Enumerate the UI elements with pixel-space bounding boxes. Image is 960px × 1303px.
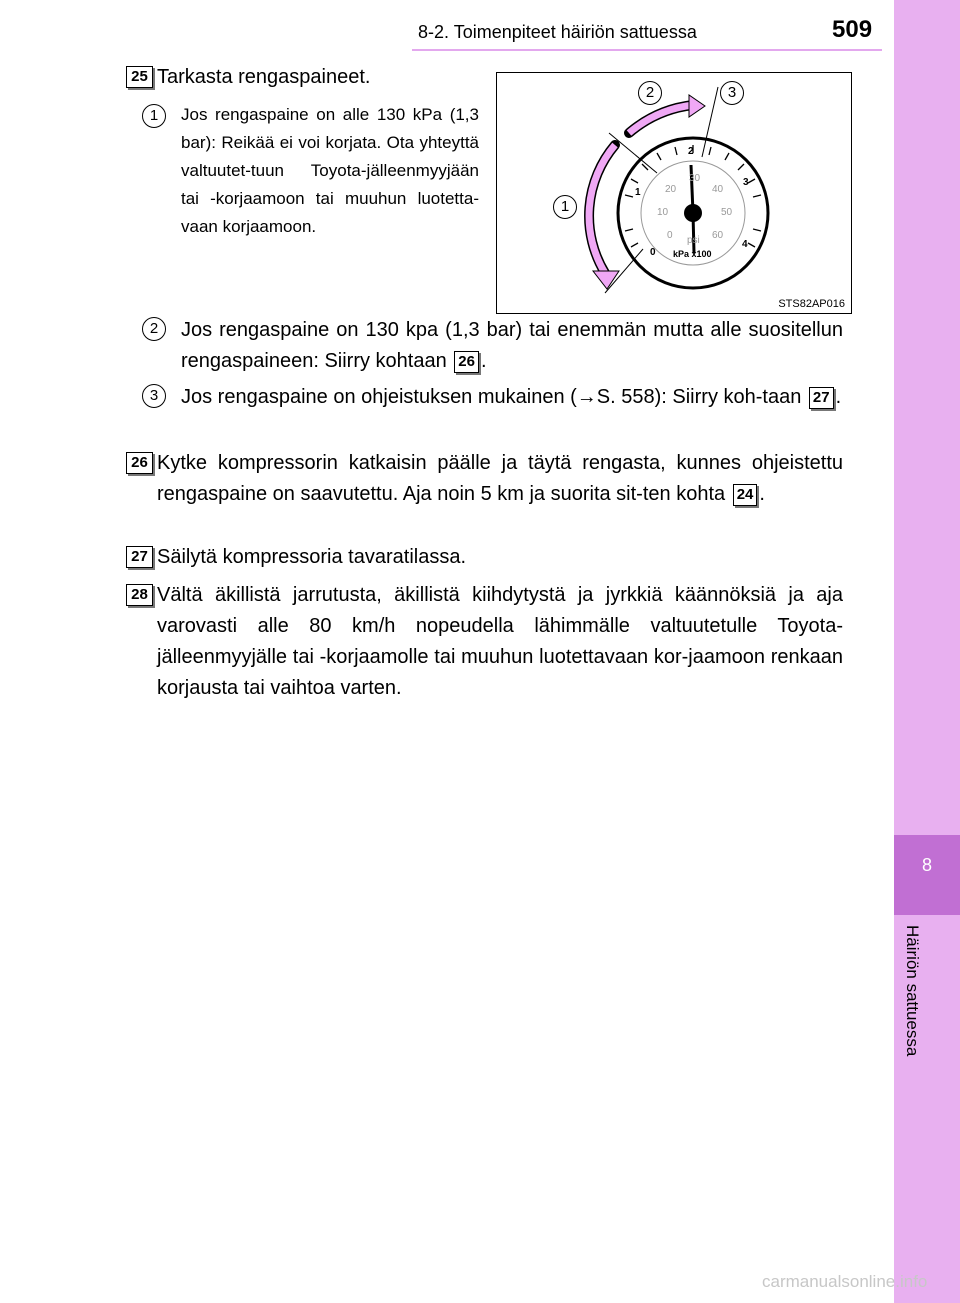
unit-psi: psi — [687, 235, 700, 246]
inner-scale-60: 60 — [712, 230, 724, 241]
inner-scale-40: 40 — [712, 184, 724, 195]
header-divider — [412, 49, 882, 51]
pressure-gauge-figure — [496, 72, 852, 314]
outer-scale-2: 2 — [688, 146, 694, 157]
step-ref-27[interactable]: 27 — [809, 387, 834, 409]
figure-code: STS82AP016 — [778, 298, 845, 310]
page-number: 509 — [832, 16, 873, 43]
substep-number-3: 3 — [142, 384, 166, 408]
inner-scale-30: 30 — [689, 173, 701, 184]
figure-callout-1: 1 — [553, 195, 577, 219]
outer-scale-3: 3 — [743, 177, 749, 188]
substep-2-text: Jos rengaspaine on 130 kpa (1,3 bar) tai enemmän mutta alle suositellun rengaspaineen: Siirry kohtaan 26 . — [181, 319, 843, 372]
step-26-text: Kytke kompressorin katkaisin päälle ja täytä rengasta, kunnes ohjeistettu rengaspaine on saavutettu. Aja noin 5 km ja suorita sit-ten kohta 24 . — [157, 452, 843, 505]
chapter-sidebar — [894, 0, 960, 1303]
figure-callout-2: 2 — [638, 81, 662, 105]
chapter-number: 8 — [921, 855, 932, 875]
step-28-text: Vältä äkillistä jarrutusta, äkillistä kiihdytystä ja jyrkkiä käännöksiä ja aja varovasti alle 80 km/h nopeudella lähimmälle valtuutetulle Toyota-jälleenmyyjälle tai -korjaamolle tai muuhun luotettavaan kor-jaamoon renkaan korjausta tai vaihtoa varten. — [157, 584, 843, 699]
step-25-text: Tarkasta rengaspaineet. — [157, 66, 371, 88]
substep-number-1: 1 — [142, 104, 166, 128]
step-number-27: 27 — [126, 546, 153, 568]
outer-scale-4: 4 — [742, 239, 748, 250]
chapter-title: Häiriön sattuessa — [903, 925, 922, 1057]
substep-3-text: Jos rengaspaine on ohjeistuksen mukainen (→S. 558): Siirry koh-taan 27 . — [181, 386, 842, 408]
inner-scale-0: 0 — [667, 230, 673, 241]
step-number-28: 28 — [126, 584, 153, 606]
substep-1-text: Jos rengaspaine on alle 130 kPa (1,3 bar): Reikää ei voi korjata. Ota yhteyttä valtuutet-tuun Toyota-jälleenmyyjään tai -korjaamoon tai muuhun luotetta-vaan korjaamoon. — [181, 105, 479, 236]
outer-scale-1: 1 — [635, 187, 641, 198]
inner-scale-10: 10 — [657, 207, 669, 218]
section-title: 8-2. Toimenpiteet häiriön sattuessa — [418, 22, 697, 42]
inner-scale-50: 50 — [721, 207, 733, 218]
step-number-25: 25 — [126, 66, 153, 88]
figure-callout-3: 3 — [720, 81, 744, 105]
step-number-26: 26 — [126, 452, 153, 474]
unit-kpa: kPa x100 — [673, 249, 712, 259]
outer-scale-0: 0 — [650, 247, 656, 258]
step-ref-26[interactable]: 26 — [454, 351, 479, 373]
step-27-text: Säilytä kompressoria tavaratilassa. — [157, 546, 467, 568]
substep-number-2: 2 — [142, 317, 166, 341]
step-ref-24[interactable]: 24 — [733, 484, 758, 506]
inner-scale-20: 20 — [665, 184, 677, 195]
watermark: carmanualsonline.info — [762, 1272, 928, 1291]
